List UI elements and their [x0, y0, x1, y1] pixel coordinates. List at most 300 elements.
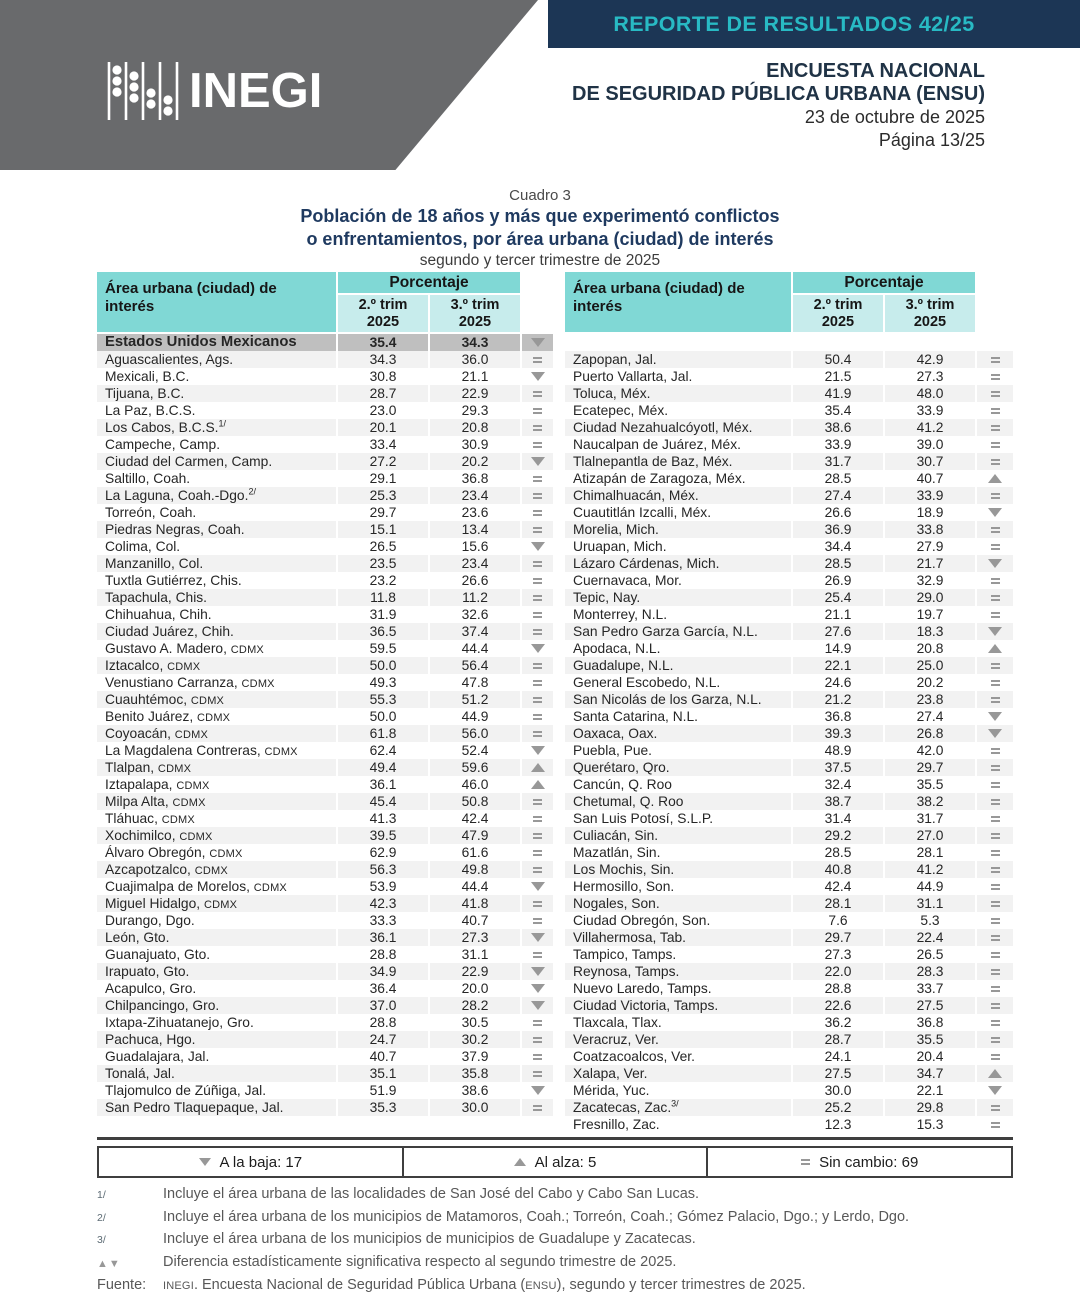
city-name-cell: Álvaro Obregón, CDMX: [105, 845, 243, 860]
q2-value-cell: 26.9: [824, 573, 852, 588]
city-name-cell: Mazatlán, Sin.: [573, 845, 661, 860]
trend-cell: [522, 470, 553, 487]
trend-cell: [522, 419, 553, 436]
q2-value-cell: 25.2: [793, 1099, 883, 1116]
trend-down-icon: [988, 729, 1002, 738]
no-change-icon: [991, 595, 1000, 601]
no-change-icon: [533, 629, 542, 635]
q2-value-cell: 36.8: [824, 709, 852, 724]
no-change-icon: [991, 782, 1000, 788]
city-name-cell: Colima, Col.: [105, 539, 181, 554]
table-row: [565, 878, 1013, 895]
q2-value-cell: 28.8: [824, 981, 852, 996]
trend-cell: [977, 861, 1013, 878]
small-caps-text: CDMX: [157, 763, 192, 775]
trend-down-icon: [531, 967, 545, 976]
q3-value-cell: 13.4: [430, 521, 520, 538]
trend-up-icon: [988, 474, 1002, 483]
q2-value-cell: 27.2: [338, 453, 428, 470]
q2-value-cell: 33.3: [369, 913, 397, 928]
q3-value-cell: 23.8: [885, 691, 975, 708]
table-row: [565, 385, 1013, 402]
city-name-cell: Tapachula, Chis.: [97, 589, 336, 606]
trend-down-icon: [531, 746, 545, 755]
trend-cell: [522, 895, 553, 912]
q2-value-cell: 33.4: [369, 437, 397, 452]
q3-value-cell: 41.2: [885, 861, 975, 878]
q3-value-cell: 47.9: [430, 827, 520, 844]
q3-value-cell: 5.3: [920, 913, 940, 928]
trend-cell: [522, 980, 553, 997]
city-name-cell: Puerto Vallarta, Jal.: [573, 369, 693, 384]
table-row: [97, 674, 553, 691]
trend-cell: [977, 1031, 1013, 1048]
q3-value-cell: 27.3: [916, 369, 944, 384]
q3-value-cell: 33.7: [916, 981, 944, 996]
cuadro-label: Cuadro 3: [509, 187, 571, 204]
q3-value-cell: 29.8: [885, 1099, 975, 1116]
q2-value-cell: 34.4: [824, 539, 852, 554]
no-change-icon: [991, 425, 1000, 431]
trend-cell: [977, 963, 1013, 980]
national-row: [97, 334, 553, 351]
q3-value-cell: 36.8: [461, 471, 489, 486]
q3-value-cell: 44.4: [461, 641, 489, 656]
city-name-cell: Tlajomulco de Zúñiga, Jal.: [105, 1083, 267, 1098]
q3-value-cell: 34.7: [885, 1065, 975, 1082]
q3-value-cell: 23.4: [430, 487, 520, 504]
table-row: [97, 470, 553, 487]
city-name-cell: Los Mochis, Sin.: [565, 861, 791, 878]
trend-cell: [977, 1065, 1013, 1082]
no-change-icon: [991, 493, 1000, 499]
inegi-logo: [106, 62, 322, 120]
city-name-cell: Ecatepec, Méx.: [573, 403, 669, 418]
trend-cell: [977, 453, 1013, 470]
q2-value-cell: [793, 334, 883, 351]
q3-value-cell: 61.6: [461, 845, 489, 860]
trend-down-icon: [988, 712, 1002, 721]
table-body: [565, 334, 1013, 1133]
no-change-icon: [533, 578, 542, 584]
q3-value-cell: 25.0: [885, 657, 975, 674]
city-name-cell: Iztapalapa, CDMX: [105, 777, 210, 792]
q3-value-cell: 30.9: [461, 437, 489, 452]
table-row: [565, 470, 1013, 487]
q2-value-cell: 38.6: [793, 419, 883, 436]
q3-value-cell: 32.9: [916, 573, 944, 588]
trend-cell: [977, 912, 1013, 929]
q3-value-cell: 35.8: [430, 1065, 520, 1082]
table-row: [97, 504, 553, 521]
city-name-cell: Tlalpan, CDMX: [97, 759, 336, 776]
q2-value-cell: 28.8: [369, 947, 397, 962]
city-name-cell: Ciudad Victoria, Tamps.: [565, 997, 791, 1014]
table-row: [565, 606, 1013, 623]
quarter-label: 2.º trim: [813, 296, 863, 313]
legend-up-label: Al alza: 5: [534, 1153, 597, 1171]
trend-cell: [977, 504, 1013, 521]
q2-value-cell: 39.3: [793, 725, 883, 742]
q2-value-cell: 25.3: [338, 487, 428, 504]
q2-value-cell: 40.7: [369, 1049, 397, 1064]
no-change-icon: [991, 357, 1000, 363]
no-change-icon: [991, 544, 1000, 550]
city-name-cell: Saltillo, Coah.: [105, 471, 191, 486]
trend-cell: [977, 1099, 1013, 1116]
q3-value-cell: 27.4: [916, 709, 944, 724]
trend-cell: [522, 793, 553, 810]
table-row: [565, 725, 1013, 742]
q2-value-cell: 50.0: [338, 657, 428, 674]
table-row: [97, 1082, 553, 1099]
trend-cell: [977, 640, 1013, 657]
q2-value-cell: 61.8: [338, 725, 428, 742]
footnote-marker: 1/: [97, 1189, 106, 1201]
table-row: [565, 742, 1013, 759]
q3-value-cell: 28.1: [916, 845, 944, 860]
q2-value-cell: 12.3: [824, 1117, 852, 1132]
table-row: [565, 538, 1013, 555]
trend-cell: [522, 1082, 553, 1099]
trend-cell: [977, 589, 1013, 606]
q2-value-cell: 21.5: [824, 369, 852, 384]
trend-down-icon: [988, 627, 1002, 636]
city-name-cell: Atizapán de Zaragoza, Méx.: [573, 471, 746, 486]
q3-value-cell: 26.5: [916, 947, 944, 962]
no-change-icon: [991, 1003, 1000, 1009]
trend-cell: [977, 623, 1013, 640]
trend-cell: [522, 334, 553, 351]
q2-value-cell: 31.7: [793, 453, 883, 470]
city-name-cell: Hermosillo, Son.: [573, 879, 675, 894]
no-change-icon: [991, 527, 1000, 533]
table-row: [97, 368, 553, 385]
table-row: [565, 1048, 1013, 1065]
no-change-icon: [991, 1105, 1000, 1111]
no-change-icon: [533, 425, 542, 431]
no-change-icon: [533, 867, 542, 873]
table-row: [97, 1014, 553, 1031]
q3-value-cell: 18.3: [885, 623, 975, 640]
q2-value-cell: 36.9: [793, 521, 883, 538]
table-row: [97, 725, 553, 742]
small-caps-text: CDMX: [174, 729, 208, 741]
q2-value-cell: 37.5: [793, 759, 883, 776]
table-row: [97, 623, 553, 640]
table-row: [565, 980, 1013, 997]
q2-value-cell: 41.3: [369, 811, 397, 826]
city-name-cell: Fresnillo, Zac.: [573, 1117, 660, 1132]
q3-value-cell: 31.1: [461, 947, 489, 962]
no-change-icon: [991, 1122, 1000, 1128]
table-row: [97, 1099, 553, 1116]
table-row: [565, 963, 1013, 980]
q3-value-cell: 20.2: [916, 675, 944, 690]
no-change-icon: [991, 833, 1000, 839]
no-change-icon: [991, 748, 1000, 754]
city-name-cell: Torreón, Coah.: [105, 505, 197, 520]
q3-value-cell: 23.6: [461, 505, 489, 520]
table-row: [565, 946, 1013, 963]
table-row: [565, 861, 1013, 878]
table-row: [97, 640, 553, 657]
city-name-cell: San Pedro Garza García, N.L.: [565, 623, 791, 640]
data-tables: [97, 272, 1013, 1133]
city-name-cell: Uruapan, Mich.: [573, 539, 667, 554]
no-change-icon: [533, 442, 542, 448]
table-row: [565, 1116, 1013, 1133]
quarter-label: 2.º trim: [358, 296, 408, 313]
table-row: [565, 1082, 1013, 1099]
symbol-column-header: [522, 272, 553, 332]
q2-value-cell: 23.0: [369, 403, 397, 418]
q2-value-cell: 41.9: [793, 385, 883, 402]
city-name-cell: Morelia, Mich.: [565, 521, 791, 538]
city-name-cell: Mérida, Yuc.: [573, 1083, 650, 1098]
table-row: [565, 827, 1013, 844]
city-name-cell: Campeche, Camp.: [105, 437, 221, 452]
small-caps-text: CDMX: [179, 831, 213, 843]
q3-value-cell: 30.5: [461, 1015, 489, 1030]
no-change-icon: [991, 901, 1000, 907]
table-title-block: [0, 186, 1080, 270]
trend-down-icon: [531, 542, 545, 551]
no-change-icon: [533, 1020, 542, 1026]
q3-value-cell: 21.7: [885, 555, 975, 572]
city-name-cell: Acapulco, Gro.: [105, 981, 197, 996]
trend-cell: [522, 776, 553, 793]
q2-value-cell: 14.9: [824, 641, 852, 656]
no-change-icon: [991, 969, 1000, 975]
q3-value-cell: 33.9: [916, 403, 944, 418]
q3-value-cell: 26.8: [885, 725, 975, 742]
q2-value-cell: 29.1: [369, 471, 397, 486]
trend-cell: [522, 436, 553, 453]
footnote-line: [97, 1275, 1027, 1298]
table-row: [565, 793, 1013, 810]
q2-value-cell: 50.4: [793, 351, 883, 368]
city-name-cell: Naucalpan de Juárez, Méx.: [573, 437, 741, 452]
city-name-cell: Mexicali, B.C.: [105, 369, 190, 384]
q2-value-cell: 59.5: [369, 641, 397, 656]
table-row: [97, 1048, 553, 1065]
no-change-icon: [991, 952, 1000, 958]
table-row: [97, 810, 553, 827]
q2-value-cell: 28.5: [824, 845, 852, 860]
city-name-cell: Zapopan, Jal.: [565, 351, 791, 368]
trend-cell: [977, 1014, 1013, 1031]
trend-down-icon: [199, 1158, 211, 1166]
report-banner: [548, 0, 1080, 48]
city-name-cell: Veracruz, Ver.: [565, 1031, 791, 1048]
q3-value-cell: 38.2: [885, 793, 975, 810]
q3-value-cell: 21.1: [461, 369, 489, 384]
legend-down-label: A la baja: 17: [219, 1153, 303, 1171]
q2-value-cell: 36.1: [338, 929, 428, 946]
table-row: [565, 589, 1013, 606]
trend-cell: [977, 351, 1013, 368]
q3-value-cell: 37.9: [461, 1049, 489, 1064]
table-title-line1: Población de 18 años y más que experimentó conflictos: [300, 206, 780, 226]
no-change-icon: [991, 816, 1000, 822]
q2-value-cell: 21.1: [824, 607, 852, 622]
trend-cell: [977, 419, 1013, 436]
q3-value-cell: 42.0: [916, 743, 944, 758]
q3-value-cell: 34.3: [430, 334, 520, 351]
city-name-cell: Xalapa, Ver.: [565, 1065, 791, 1082]
no-change-icon: [991, 935, 1000, 941]
trend-cell: [522, 691, 553, 708]
footnote-marker: ▲▼: [97, 1257, 121, 1270]
trend-down-icon: [531, 882, 545, 891]
trend-cell: [522, 1014, 553, 1031]
no-change-icon: [991, 765, 1000, 771]
trend-cell: [522, 844, 553, 861]
no-change-icon: [991, 918, 1000, 924]
table-row: [97, 980, 553, 997]
trend-cell: [977, 606, 1013, 623]
q3-value-cell: 20.2: [430, 453, 520, 470]
q3-value-cell: 33.8: [885, 521, 975, 538]
city-name-cell: Xochimilco, CDMX: [97, 827, 336, 844]
no-change-icon: [991, 1054, 1000, 1060]
q3-value-cell: 42.9: [885, 351, 975, 368]
page-number: Página 13/25: [878, 130, 985, 150]
table-row: [565, 929, 1013, 946]
small-caps-text: CDMX: [194, 865, 228, 877]
q3-value-cell: 46.0: [461, 777, 489, 792]
table-row: [565, 640, 1013, 657]
city-name-cell: Miguel Hidalgo, CDMX: [97, 895, 336, 912]
table-row: [565, 402, 1013, 419]
small-caps-text: CDMX: [230, 644, 264, 656]
city-name-cell: Toluca, Méx.: [565, 385, 791, 402]
city-name-cell: Ixtapa-Zihuatanejo, Gro.: [105, 1015, 254, 1030]
no-change-icon: [991, 867, 1000, 873]
q3-value-cell: 44.4: [461, 879, 489, 894]
trend-cell: [977, 1048, 1013, 1065]
q2-value-cell: 22.0: [793, 963, 883, 980]
q2-value-cell: 27.4: [793, 487, 883, 504]
trend-up-icon: [531, 763, 545, 772]
city-name-cell: Puebla, Pue.: [573, 743, 653, 758]
trend-up-icon: [531, 780, 545, 789]
trend-cell: [522, 640, 553, 657]
table-body: [97, 334, 553, 1116]
trend-cell: [977, 980, 1013, 997]
no-change-icon: [991, 391, 1000, 397]
q3-value-cell: 28.3: [885, 963, 975, 980]
footnote-line: [97, 1184, 1027, 1207]
city-name-cell: Tijuana, B.C.: [97, 385, 336, 402]
table-row: [565, 895, 1013, 912]
trend-down-icon: [531, 1001, 545, 1010]
trend-legend: [97, 1146, 1013, 1178]
no-change-icon: [533, 952, 542, 958]
city-name-cell: Ciudad Nezahualcóyotl, Méx.: [565, 419, 791, 436]
trend-cell: [522, 1031, 553, 1048]
table-row: [97, 844, 553, 861]
city-name-cell: Villahermosa, Tab.: [565, 929, 791, 946]
table-row: [97, 606, 553, 623]
no-change-icon: [991, 612, 1000, 618]
no-change-icon: [991, 1020, 1000, 1026]
trend-cell: [977, 402, 1013, 419]
q3-value-cell: 40.7: [916, 471, 944, 486]
city-name-cell: Cancún, Q. Roo: [573, 777, 672, 792]
q3-value-cell: 32.6: [461, 607, 489, 622]
table-row: [97, 589, 553, 606]
table-row: [97, 572, 553, 589]
trend-cell: [977, 436, 1013, 453]
city-name-cell: Benito Juárez, CDMX: [105, 709, 231, 724]
q2-value-cell: 15.1: [338, 521, 428, 538]
city-name-cell: San Nicolás de los Garza, N.L.: [565, 691, 791, 708]
q2-value-cell: 27.6: [793, 623, 883, 640]
symbol-column-header: [977, 272, 1013, 332]
q2-value-cell: 23.5: [338, 555, 428, 572]
trend-cell: [977, 895, 1013, 912]
city-name-cell: Guadalupe, N.L.: [565, 657, 791, 674]
legend-same: [706, 1148, 1011, 1176]
table-row: [97, 997, 553, 1014]
q2-value-cell: 7.6: [828, 913, 848, 928]
q2-value-cell: 21.2: [793, 691, 883, 708]
no-change-icon: [991, 442, 1000, 448]
city-name-cell: Piedras Negras, Coah.: [97, 521, 336, 538]
q2-value-cell: 36.5: [338, 623, 428, 640]
trend-cell: [977, 759, 1013, 776]
table-row: [97, 878, 553, 895]
q2-value-cell: 33.9: [824, 437, 852, 452]
footnote-text: INEGI. Encuesta Nacional de Seguridad Pública Urbana (ENSU), segundo y tercer trimestres de 2025.: [163, 1277, 806, 1293]
trend-cell: [522, 810, 553, 827]
small-caps-text: CDMX: [203, 899, 238, 911]
table-row: [565, 453, 1013, 470]
q3-value-cell: 44.9: [916, 879, 944, 894]
table-row: [97, 793, 553, 810]
spacer-row: [565, 334, 1013, 351]
q2-value-cell: 38.7: [793, 793, 883, 810]
q2-value-cell: 56.3: [338, 861, 428, 878]
trend-down-icon: [988, 559, 1002, 568]
q2-value-cell: 35.3: [338, 1099, 428, 1116]
table-row: [565, 810, 1013, 827]
table-title-line2: o enfrentamientos, por área urbana (ciudad) de interés: [306, 228, 774, 249]
small-caps-text: CDMX: [253, 882, 287, 894]
q3-value-cell: 47.8: [461, 675, 489, 690]
city-name-cell: Tepic, Nay.: [565, 589, 791, 606]
table-row: [97, 691, 553, 708]
q3-value-cell: 29.7: [885, 759, 975, 776]
city-name-cell: General Escobedo, N.L.: [573, 675, 721, 690]
no-change-icon: [533, 918, 542, 924]
city-name-cell: Lázaro Cárdenas, Mich.: [565, 555, 791, 572]
trend-cell: [522, 861, 553, 878]
q2-value-cell: 35.4: [824, 403, 852, 418]
q2-value-cell: 36.1: [369, 777, 397, 792]
q2-value-cell: 40.8: [793, 861, 883, 878]
table-row: [97, 521, 553, 538]
city-name-cell: Guadalajara, Jal.: [105, 1049, 210, 1064]
publication-date: 23 de octubre de 2025: [804, 107, 985, 127]
table-row: [97, 776, 553, 793]
q2-value-cell: 35.4: [338, 334, 428, 351]
trend-cell: [977, 385, 1013, 402]
q3-value-cell: 40.7: [461, 913, 489, 928]
trend-cell: [522, 878, 553, 895]
